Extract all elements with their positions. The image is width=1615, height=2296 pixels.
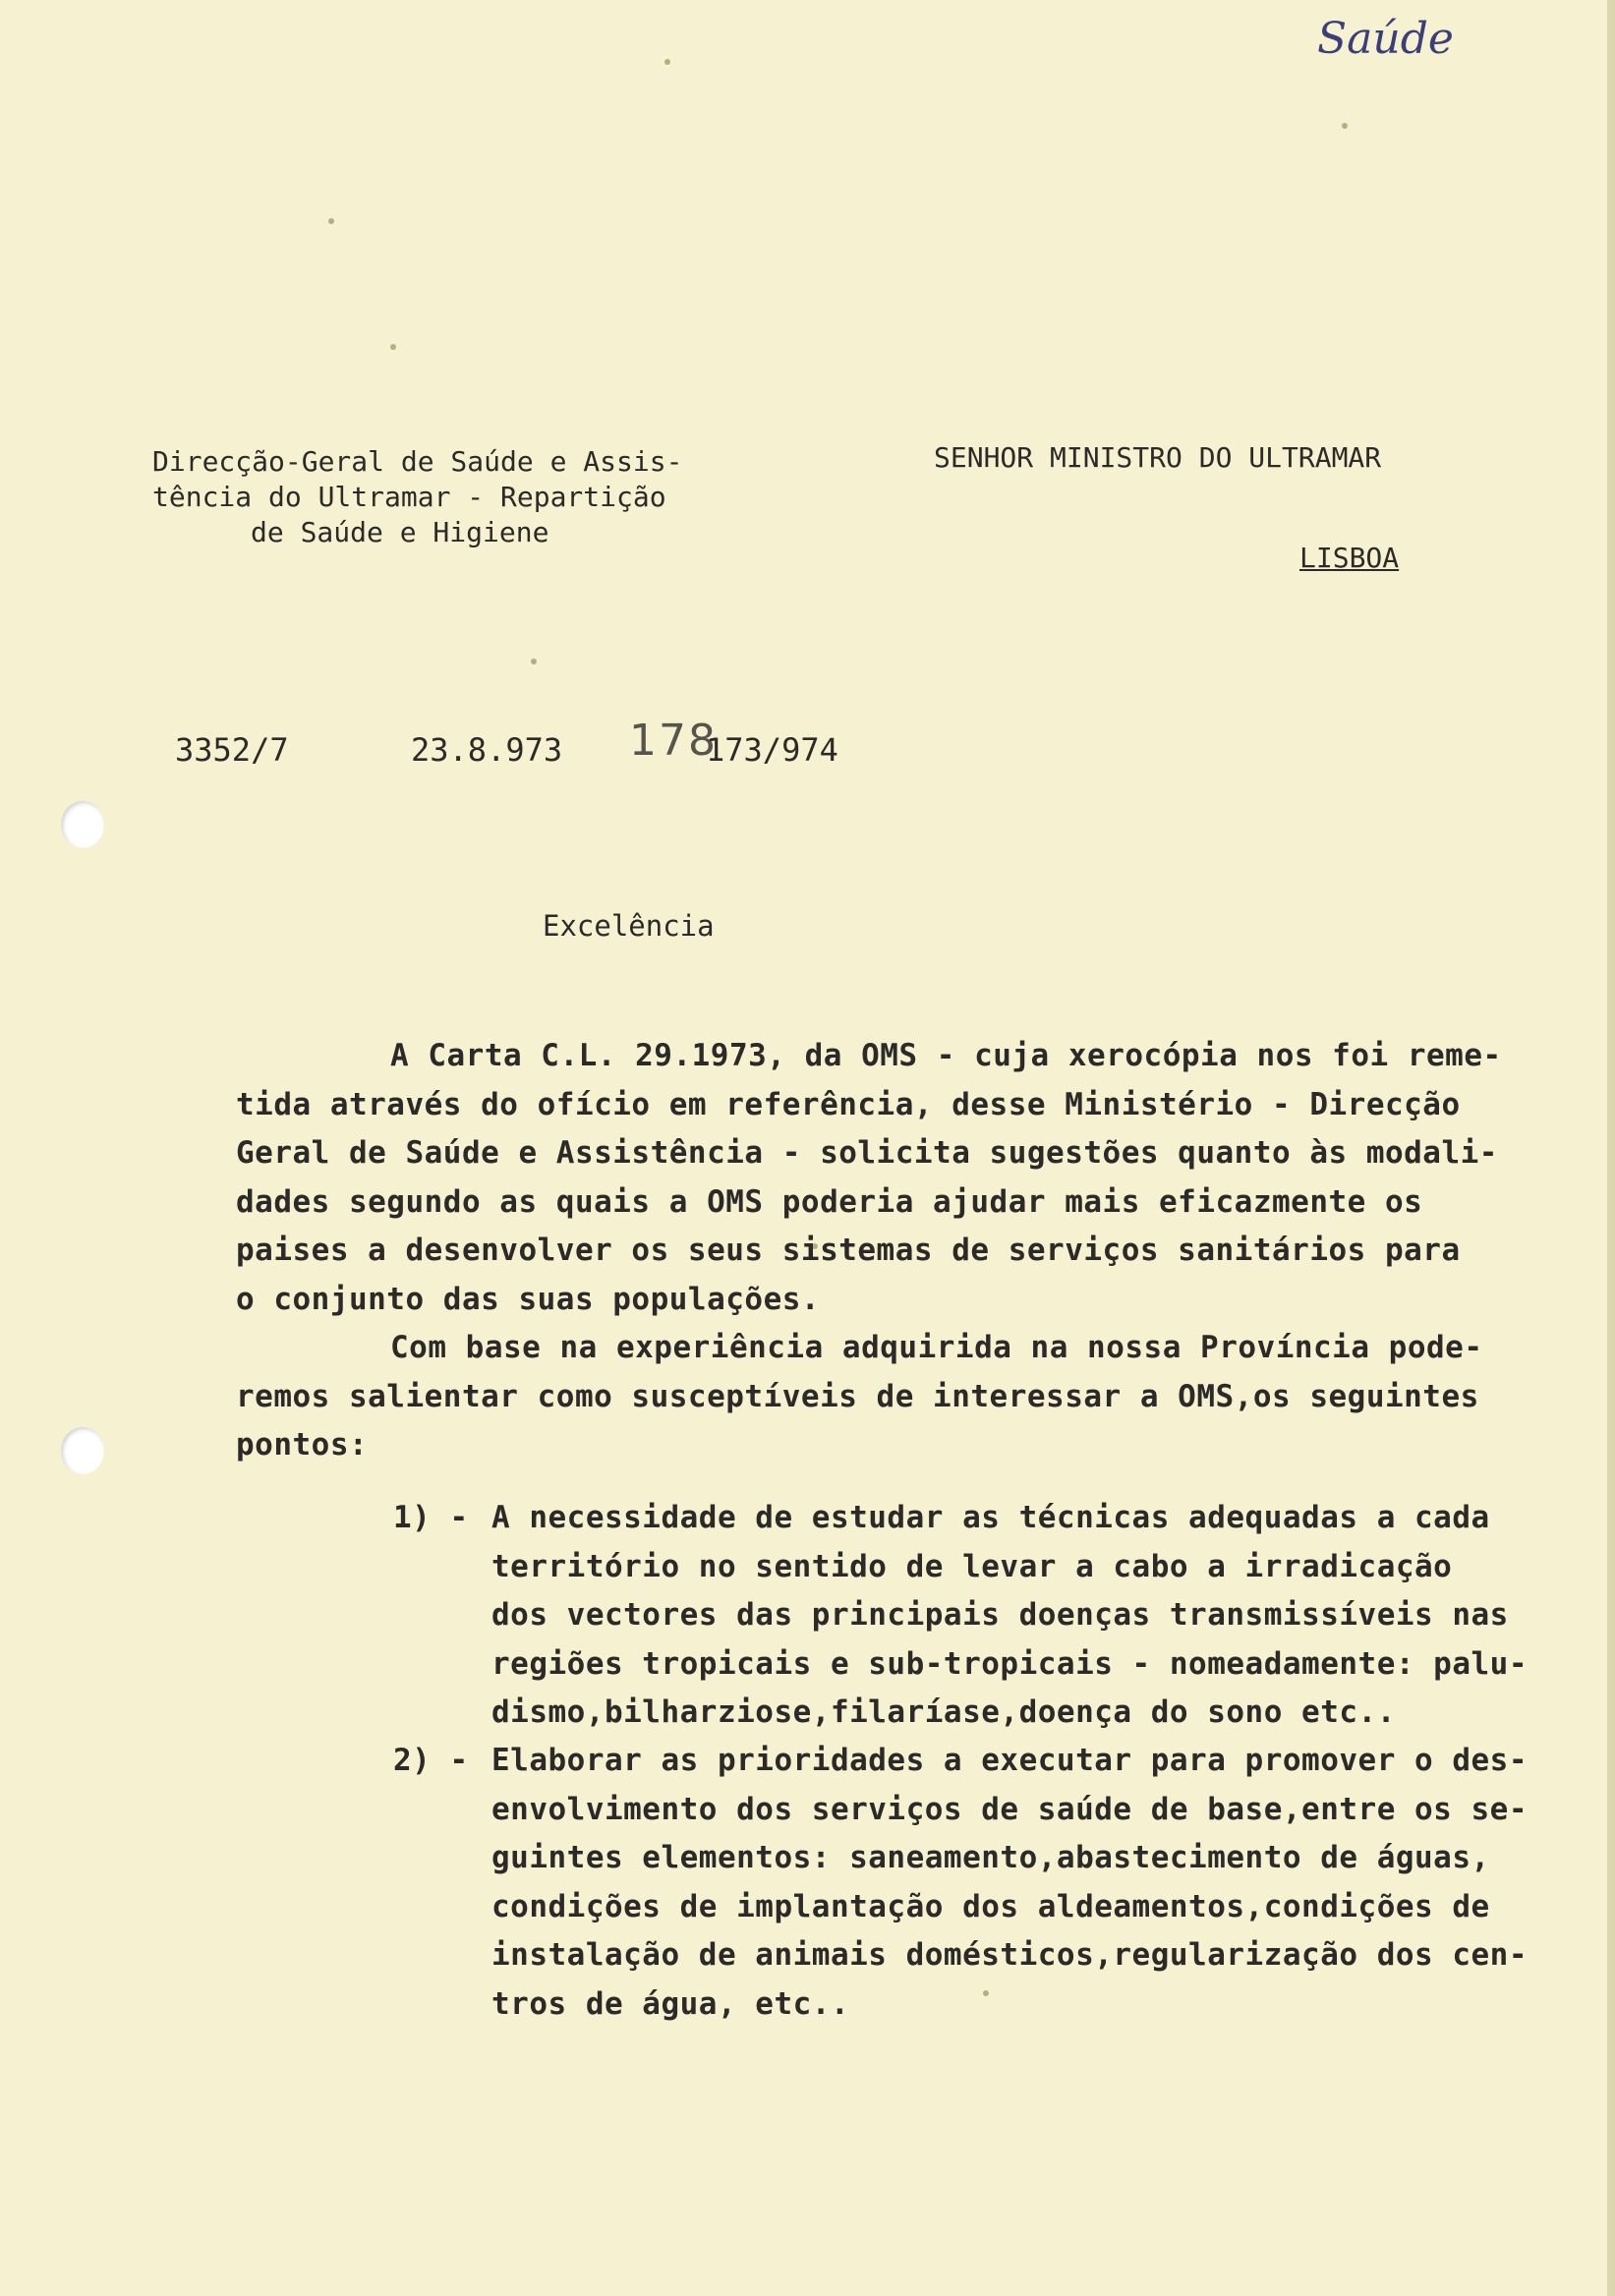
paragraph-line: paises a desenvolver os seus sistemas de serviços sanitários para <box>236 1233 1461 1268</box>
paragraph-line: remos salientar como susceptíveis de interessar a OMS,os seguintes <box>236 1378 1479 1414</box>
point-2-text <box>491 1737 1528 2029</box>
point-2-marker: 2) - <box>393 1743 469 1778</box>
reference-file: 173/974 <box>706 731 838 769</box>
point-line: condições de implantação dos aldeamentos,condições de <box>491 1888 1490 1924</box>
point-1-text <box>491 1494 1528 1738</box>
recipient-title: SENHOR MINISTRO DO ULTRAMAR <box>934 441 1382 474</box>
sender-line: tência do Ultramar - Repartição <box>152 481 666 513</box>
reference-date: 23.8.973 <box>411 731 563 769</box>
punch-hole-top <box>61 801 104 848</box>
salutation: Excelência <box>543 909 715 943</box>
page-edge <box>1607 0 1615 2296</box>
paragraph-line: pontos: <box>236 1427 369 1463</box>
paper-speck <box>531 659 537 664</box>
point-line: dismo,bilharziose,filaríase,doença do sono etc.. <box>491 1694 1396 1730</box>
paragraph-line: A Carta C.L. 29.1973, da OMS - cuja xerocópia nos foi reme- <box>390 1038 1502 1073</box>
stamped-number: 178 <box>629 716 718 766</box>
paragraph-2 <box>236 1324 1483 1470</box>
paper-speck <box>1342 123 1348 129</box>
paper-speck <box>664 59 670 65</box>
point-line: guintes elementos: saneamento,abastecimento de águas, <box>491 1840 1490 1875</box>
point-line: dos vectores das principais doenças transmissíveis nas <box>491 1597 1509 1633</box>
paragraph-1 <box>236 1032 1502 1324</box>
paper-speck <box>328 218 334 224</box>
sender-line: de Saúde e Higiene <box>251 516 549 548</box>
point-line: A necessidade de estudar as técnicas adequadas a cada <box>491 1500 1490 1535</box>
paragraph-line: Geral de Saúde e Assistência - solicita sugestões quanto às modali- <box>236 1135 1498 1171</box>
point-line: instalação de animais domésticos,regularização dos cen- <box>491 1937 1528 1973</box>
paper-speck <box>390 344 396 350</box>
reference-number: 3352/7 <box>175 731 289 769</box>
point-1-marker: 1) - <box>393 1500 469 1535</box>
recipient-city: LISBOA <box>1299 542 1400 574</box>
point-line: regiões tropicais e sub-tropicais - nomeadamente: palu- <box>491 1645 1528 1682</box>
point-line: Elaborar as prioridades a executar para promover o des- <box>491 1743 1528 1778</box>
point-line: tros de água, etc.. <box>491 1985 850 2022</box>
sender-block <box>152 444 682 550</box>
paragraph-line: tida através do ofício em referência, desse Ministério - Direcção <box>236 1086 1461 1122</box>
paragraph-line: dades segundo as quais a OMS poderia ajudar mais eficazmente os <box>236 1183 1423 1220</box>
sender-line: Direcção-Geral de Saúde e Assis- <box>152 445 683 478</box>
paragraph-line: Com base na experiência adquirida na nossa Província pode- <box>390 1330 1483 1365</box>
point-line: envolvimento dos serviços de saúde de base,entre os se- <box>491 1791 1528 1827</box>
paragraph-line: o conjunto das suas populações. <box>236 1281 821 1317</box>
point-line: território no sentido de levar a cabo a irradicação <box>491 1548 1453 1584</box>
handwritten-annotation: Saúde <box>1317 14 1454 64</box>
punch-hole-bottom <box>61 1427 104 1474</box>
